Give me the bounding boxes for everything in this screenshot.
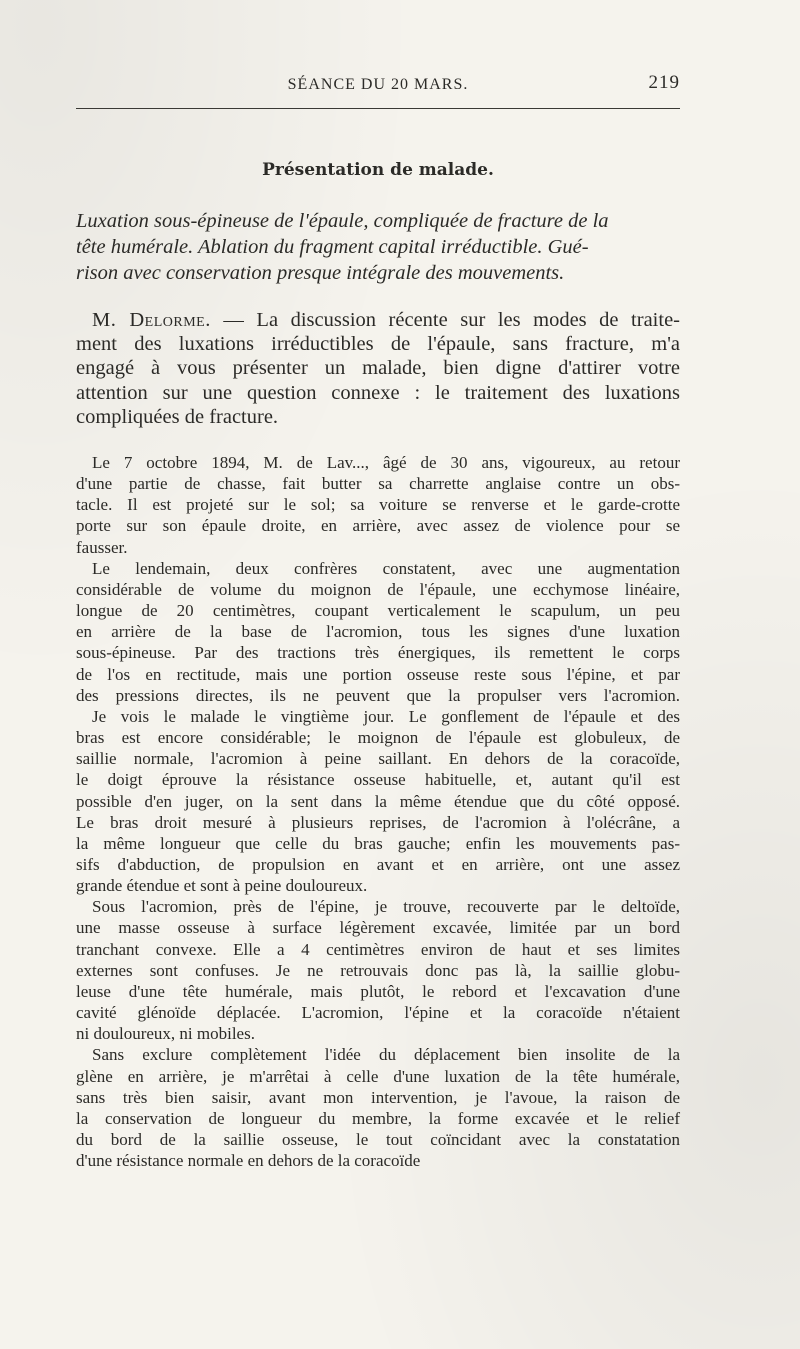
body-line: possible d'en juger, on la sent dans la même étendue que du côté opposé. xyxy=(76,791,680,811)
subtitle-line: Luxation sous-épineuse de l'épaule, compliquée de fracture de la xyxy=(76,210,609,232)
body-line: tranchant convexe. Elle a 4 centimètres environ de haut et ses limites xyxy=(76,939,680,959)
body-line: considérable de volume du moignon de l'épaule, une ecchymose linéaire, xyxy=(76,579,680,599)
body-line: sans très bien saisir, avant mon intervention, je l'avoue, la raison de xyxy=(76,1087,680,1107)
running-title: SÉANCE DU 20 MARS. xyxy=(287,76,469,93)
body-line: externes sont confuses. Je ne retrouvais donc pas là, la saillie globu- xyxy=(76,960,680,980)
body-line: Je vois le malade le vingtième jour. Le gonflement de l'épaule et des xyxy=(92,706,680,726)
speaker-name: M. Delorme. xyxy=(92,309,211,331)
body-line: leuse d'une tête humérale, mais plutôt, le rebord et l'excavation d'une xyxy=(76,981,680,1001)
header-rule xyxy=(76,108,680,109)
body-line: Le bras droit mesuré à plusieurs reprises, de l'acromion à l'olécrâne, a xyxy=(76,812,680,832)
body-line: ni douloureux, ni mobiles. xyxy=(76,1024,255,1044)
body-line: glène en arrière, je m'arrêtai à celle d'une luxation de la tête humérale, xyxy=(76,1066,680,1086)
body-line: une masse osseuse à surface légèrement excavée, limitée par un bord xyxy=(76,918,680,938)
lead-line: attention sur une question connexe : le traitement des luxations xyxy=(76,381,680,404)
lead-line: ment des luxations irréductibles de l'épaule, sans fracture, m'a xyxy=(76,333,680,356)
lead-paragraph xyxy=(76,308,680,429)
page-number: 219 xyxy=(648,72,680,93)
body-line: d'une résistance normale en dehors de la coracoïde xyxy=(76,1151,421,1171)
body-line: Le 7 octobre 1894, M. de Lav..., âgé de 30 ans, vigoureux, au retour xyxy=(92,453,680,472)
body-line: Sans exclure complètement l'idée du déplacement bien insolite de la xyxy=(92,1045,680,1065)
running-header xyxy=(76,72,680,98)
lead-line: M. Delorme. — La discussion récente sur les modes de traite- xyxy=(92,309,680,331)
body-line: bras est encore considérable; le moignon de l'épaule est globuleux, de xyxy=(76,728,680,748)
body-line: en arrière de la base de l'acromion, tous les signes d'une luxation xyxy=(76,622,680,642)
body-line: longue de 20 centimètres, coupant verticalement le scapulum, un peu xyxy=(76,601,680,621)
body-line: d'une partie de chasse, fait butter sa charrette anglaise contre un obs- xyxy=(76,474,680,494)
body-line: la conservation de longueur du membre, la forme excavée et le relief xyxy=(76,1108,680,1128)
body-line: des pressions directes, ils ne peuvent que la propulser vers l'acromion. xyxy=(76,685,680,705)
body-line: Sous l'acromion, près de l'épine, je trouve, recouverte par le deltoïde, xyxy=(92,897,680,917)
body-line: du bord de la saillie osseuse, le tout coïncidant avec la constatation xyxy=(76,1130,680,1149)
body-line: la même longueur que celle du bras gauche; enfin les mouvements pas- xyxy=(76,833,680,853)
body-line: le doigt éprouve la résistance osseuse habituelle, et, autant qu'il est xyxy=(76,770,680,790)
subtitle-line: rison avec conservation presque intégrale des mouvements. xyxy=(76,262,565,284)
body-line: de l'os en rectitude, mais une portion osseuse reste sous l'épine, et par xyxy=(76,664,680,684)
body-line: porte sur son épaule droite, en arrière, avec assez de violence pour se xyxy=(76,516,680,536)
body-line: sifs d'abduction, de propulsion en avant et en arrière, ont une assez xyxy=(76,854,680,874)
section-title: Présentation de malade. xyxy=(262,160,494,180)
article-subtitle xyxy=(76,208,680,286)
body-line: saillie normale, l'acromion à peine saillant. En dehors de la coracoïde, xyxy=(76,749,680,769)
body-line: fausser. xyxy=(76,537,128,557)
body-line: Le lendemain, deux confrères constatent, avec une augmentation xyxy=(92,558,680,578)
lead-line: engagé à vous présenter un malade, bien digne d'attirer votre xyxy=(76,357,680,380)
lead-line: compliquées de fracture. xyxy=(76,405,279,428)
body-line: tacle. Il est projeté sur le sol; sa voiture se renverse et le garde-crotte xyxy=(76,495,680,515)
body-text xyxy=(76,452,680,1171)
body-line: grande étendue et sont à peine douloureux. xyxy=(76,876,368,896)
subtitle-line: tête humérale. Ablation du fragment capital irréductible. Gué- xyxy=(76,236,589,258)
body-line: sous-épineuse. Par des tractions très énergiques, ils remettent le corps xyxy=(76,643,680,663)
body-line: cavité glénoïde déplacée. L'acromion, l'épine et la coracoïde n'étaient xyxy=(76,1003,680,1023)
